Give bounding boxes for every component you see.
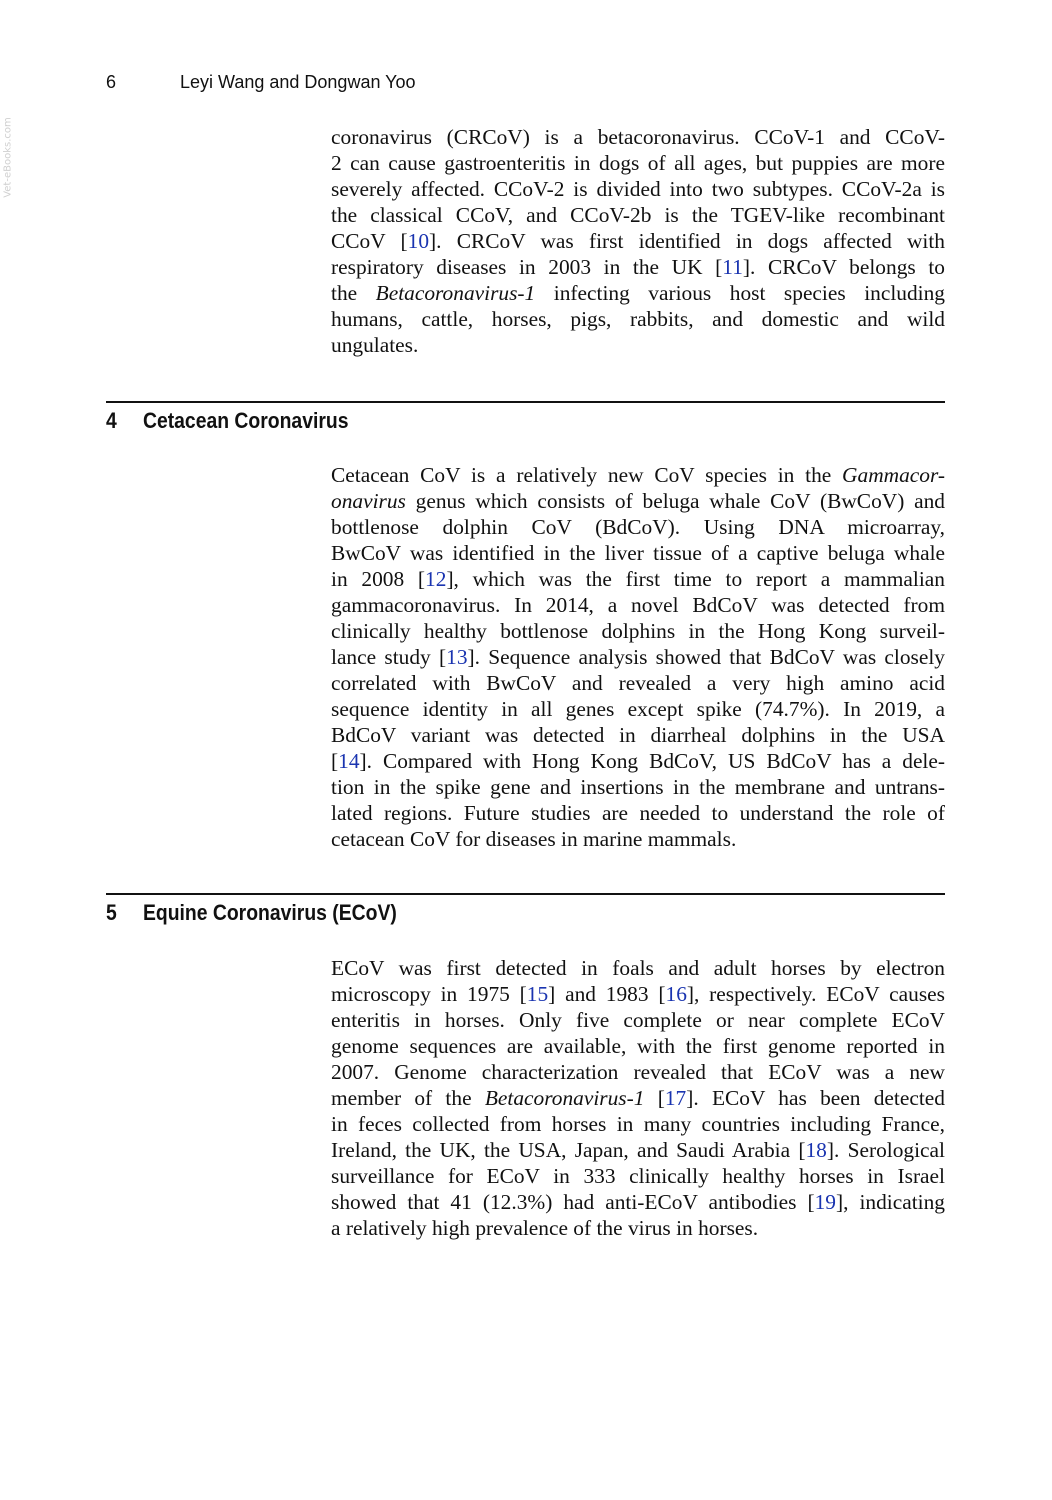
text-line: onavirus genus which consists of beluga whale CoV (BwCoV) and [331, 489, 945, 513]
text-line: 2 can cause gastroenteritis in dogs of all ages, but puppies are more [331, 151, 945, 175]
text-line: in 2008 [12], which was the first time to report a mammalian [331, 567, 945, 591]
text-line: [14]. Compared with Hong Kong BdCoV, US BdCoV has a dele- [331, 749, 945, 773]
text-line: respiratory diseases in 2003 in the UK [11]. CRCoV belongs to [331, 255, 945, 279]
text-line: CCoV [10]. CRCoV was first identified in dogs affected with [331, 229, 946, 253]
section-4-rule [106, 401, 945, 403]
intro-paragraph [331, 124, 945, 358]
page-number: 6 [106, 72, 117, 92]
reference-link[interactable]: 11 [722, 255, 743, 279]
text-line: coronavirus (CRCoV) is a betacoronavirus. CCoV-1 and CCoV- [331, 125, 945, 149]
watermark: Vet-eBooks.com [2, 117, 14, 198]
text-line: BwCoV was identified in the liver tissue of a captive beluga whale [331, 541, 945, 565]
text-line: microscopy in 1975 [15] and 1983 [16], respectively. ECoV causes [331, 982, 945, 1006]
text-line: the classical CCoV, and CCoV-2b is the TGEV-like recombinant [331, 203, 945, 227]
text-line: ECoV was first detected in foals and adult horses by electron [331, 956, 945, 980]
section-5-number: 5 [106, 900, 117, 925]
section-5-rule [106, 893, 945, 895]
text-line: sequence identity in all genes except spike (74.7%). In 2019, a [331, 697, 945, 721]
reference-link[interactable]: 19 [814, 1190, 836, 1214]
section-4-heading [106, 408, 348, 434]
text-line: enteritis in horses. Only five complete or near complete ECoV [331, 1008, 945, 1032]
text-line: 2007. Genome characterization revealed that ECoV was a new [331, 1060, 945, 1084]
reference-link[interactable]: 15 [526, 982, 549, 1006]
reference-link[interactable]: 16 [665, 982, 687, 1006]
author-names: Leyi Wang and Dongwan Yoo [180, 72, 416, 92]
running-head [106, 72, 416, 93]
section-5-title: Equine Coronavirus (ECoV) [142, 900, 397, 925]
section-5-heading [106, 900, 397, 926]
text-line: showed that 41 (12.3%) had anti-ECoV antibodies [19], indicating [331, 1190, 945, 1214]
text-line: bottlenose dolphin CoV (BdCoV). Using DNA microarray, [331, 515, 945, 539]
italic-term: onavirus [331, 489, 406, 513]
italic-term: Betacoronavirus-1 [375, 281, 536, 305]
section-4-number: 4 [106, 408, 117, 433]
text-line: member of the Betacoronavirus-1 [17]. ECoV has been detected [331, 1086, 945, 1110]
text-line: BdCoV variant was detected in diarrheal dolphins in the USA [331, 723, 945, 747]
text-line: tion in the spike gene and insertions in the membrane and untrans- [331, 775, 945, 799]
text-line: gammacoronavirus. In 2014, a novel BdCoV was detected from [331, 593, 945, 617]
text-line: Cetacean CoV is a relatively new CoV species in the Gammacor- [331, 463, 945, 487]
italic-term: Betacoronavirus-1 [484, 1086, 645, 1110]
section-4-title: Cetacean Coronavirus [142, 408, 349, 433]
text-line: lance study [13]. Sequence analysis showed that BdCoV was closely [331, 645, 945, 669]
section-4-paragraph [331, 462, 945, 852]
reference-link[interactable]: 14 [338, 749, 360, 773]
text-line: a relatively high prevalence of the virus in horses. [331, 1216, 759, 1240]
text-line: correlated with BwCoV and revealed a very high amino acid [331, 671, 945, 695]
reference-link[interactable]: 17 [664, 1086, 687, 1110]
text-line: the Betacoronavirus-1 infecting various host species including [331, 281, 945, 305]
text-line: ungulates. [331, 333, 419, 357]
reference-link[interactable]: 18 [805, 1138, 827, 1162]
text-line: severely affected. CCoV-2 is divided into two subtypes. CCoV-2a is [331, 177, 945, 201]
text-line: genome sequences are available, with the first genome reported in [331, 1034, 945, 1058]
text-line: lated regions. Future studies are needed to understand the role of [331, 801, 945, 825]
text-line: clinically healthy bottlenose dolphins in the Hong Kong surveil- [331, 619, 945, 643]
section-5-paragraph [331, 955, 945, 1241]
text-line: Ireland, the UK, the USA, Japan, and Saudi Arabia [18]. Serological [331, 1138, 945, 1162]
italic-term: Gammacor- [842, 463, 945, 487]
reference-link[interactable]: 12 [425, 567, 447, 591]
reference-link[interactable]: 10 [407, 229, 430, 253]
reference-link[interactable]: 13 [446, 645, 468, 669]
text-line: humans, cattle, horses, pigs, rabbits, and domestic and wild [331, 307, 945, 331]
text-line: cetacean CoV for diseases in marine mammals. [331, 827, 737, 851]
text-line: surveillance for ECoV in 333 clinically healthy horses in Israel [331, 1164, 945, 1188]
text-line: in feces collected from horses in many countries including France, [331, 1112, 945, 1136]
